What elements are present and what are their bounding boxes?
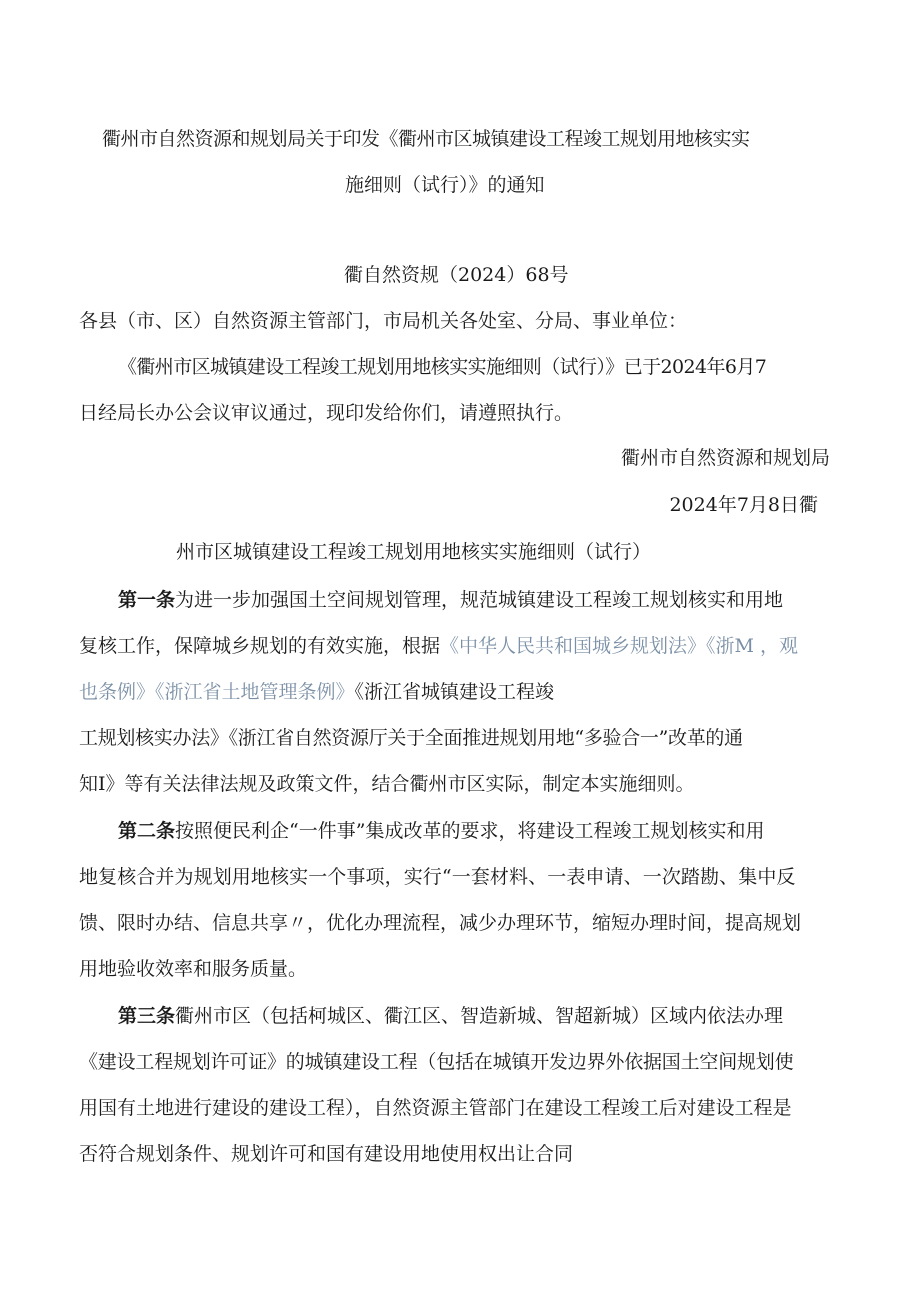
article-1-text: 复核工作，保障城乡规划的有效实施，根据 xyxy=(79,635,441,657)
article-1-line-5: 知I》等有关法律法规及政策文件，结合衢州市区实际，制定本实施细则。 xyxy=(79,773,695,795)
article-1-line-1 xyxy=(118,588,783,612)
article-2-line-4: 用地验收效率和服务质量。 xyxy=(79,958,308,980)
regulation-subtitle: 州市区城镇建设工程竣工规划用地核实实施细则（试行） xyxy=(176,541,652,563)
article-1-line-4: 工规划核实办法》《浙江省自然资源厅关于全面推进规划用地“多验合一”改革的通 xyxy=(79,727,743,749)
document-number: 衢自然资规（2024）68号 xyxy=(344,264,569,286)
article-1-text: 《浙江省城镇建设工程竣 xyxy=(354,681,555,703)
article-3-label: 第三条 xyxy=(118,1005,176,1027)
article-3-line-1 xyxy=(118,1004,783,1028)
article-2-line-2: 地复核合并为规划用地核实一个事项，实行“一套材料、一表申请、一次踏勘、集中反 xyxy=(79,866,796,888)
law-reference-link[interactable]: 《中华人民共和国城乡规划法》《浙M ，观 xyxy=(440,635,799,657)
article-1-label: 第一条 xyxy=(118,589,176,611)
body-paragraph-line-1: 《衢州市区城镇建设工程竣工规划用地核实实施细则（试行）》已于2024年6月7 xyxy=(118,356,767,378)
article-1-line-3 xyxy=(79,680,554,704)
notice-title-line-1: 衢州市自然资源和规划局关于印发《衢州市区城镇建设工程竣工规划用地核实实 xyxy=(102,128,750,150)
article-3-line-4: 否符合规划条件、规划许可和国有建设用地使用权出让合同 xyxy=(79,1143,574,1165)
body-paragraph-line-2: 日经局长办公会议审议通过，现印发给你们，请遵照执行。 xyxy=(79,402,574,424)
article-3-text: 衢州市区（包括柯城区、衢江区、智造新城、智超新城）区域内依法办理 xyxy=(175,1005,784,1027)
addressee: 各县（市、区）自然资源主管部门，市局机关各处室、分局、事业单位： xyxy=(79,310,688,332)
issue-date: 2024年7月8日衢 xyxy=(669,494,818,516)
article-2-text: 按照便民利企“一件事”集成改革的要求，将建设工程竣工规划核实和用 xyxy=(175,820,765,842)
law-reference-link[interactable]: 也条例》《浙江省土地管理条例》 xyxy=(79,681,355,703)
article-2-label: 第二条 xyxy=(118,820,176,842)
article-2-line-3: 馈、限时办结、信息共享〃，优化办理流程，减少办理环节，缩短办理时间，提高规划 xyxy=(79,912,802,934)
article-1-text: 为进一步加强国土空间规划管理，规范城镇建设工程竣工规划核实和用地 xyxy=(175,589,784,611)
article-3-line-2: 《建设工程规划许可证》的城镇建设工程（包括在城镇开发边界外依据国土空间规划使 xyxy=(79,1051,794,1073)
article-3-line-3: 用国有土地进行建设的建设工程），自然资源主管部门在建设工程竣工后对建设工程是 xyxy=(79,1097,792,1119)
article-1-line-2 xyxy=(79,634,798,658)
article-2-line-1 xyxy=(118,819,764,843)
notice-title-line-2: 施细则（试行）》的通知 xyxy=(345,174,545,196)
issuing-authority: 衢州市自然资源和规划局 xyxy=(620,447,830,469)
